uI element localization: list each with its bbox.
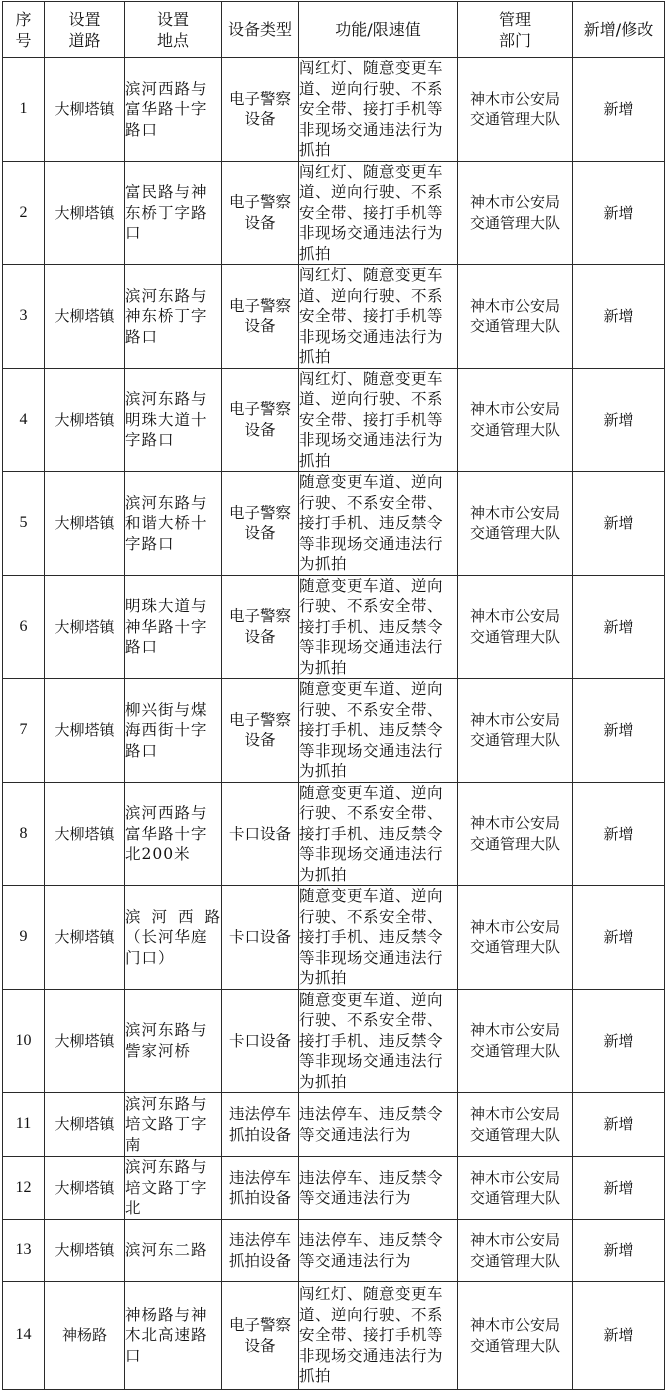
text-line: 滨河东路与 [125,1021,208,1040]
text-line: 字路口 [125,431,175,449]
text-line: 违法停车、违反禁令 [299,1231,444,1249]
cell-road: 大柳塔镇 [45,161,125,265]
cell-function [299,161,458,265]
text-line: 为抓拍 [299,865,348,884]
text-line: 交通管理大队 [469,1125,560,1144]
text-line: 等非现场交通违法行 [299,741,444,760]
cell-function [299,58,458,162]
text-line: 违法停车 [228,1168,291,1187]
text-line: 行驶、不系安全带、 [299,804,444,822]
text-line: 口 [125,1346,142,1365]
cell-department [458,886,573,990]
text-line: 柳兴街与煤 [125,700,208,719]
text-line: 安全带、接打手机等 [299,410,444,429]
text-line: 道路 [68,30,101,50]
text-line: 口 [125,224,142,242]
text-line: 路口 [125,638,159,656]
text-line: 安全带、接打手机等 [299,100,444,118]
text-line: 交通管理大队 [469,420,560,439]
text-line: 交通管理大队 [469,213,560,232]
cell-road: 大柳塔镇 [45,886,125,990]
text-line: 新增/修改 [583,20,654,39]
text-line: 违法停车、违反禁令 [299,1105,444,1123]
cell-department [458,989,573,1093]
text-line: （长河华庭 [125,928,208,946]
text-line: 号 [15,30,32,50]
cell-location [125,989,222,1093]
text-line: 海西街十字 [125,721,208,739]
text-line: 行驶、不系安全带、 [299,493,444,512]
cell-road: 大柳塔镇 [45,265,125,369]
text-line: 南 [125,1135,142,1154]
header-row [3,2,665,58]
text-line: 接打手机、违反禁令 [299,514,444,532]
text-line: 神木市公安局 [469,193,560,212]
text-line: 地点 [156,30,189,50]
cell-status: 新增 [573,472,665,576]
text-line: 神东桥丁字 [125,307,208,325]
cell-index: 14 [3,1282,45,1390]
cell-device-type [222,1093,299,1157]
text-line: 接打手机、违反禁令 [299,928,444,946]
header-function [299,2,458,58]
cell-location [125,1093,222,1157]
text-line: 道、逆向行驶、不系 [299,390,444,408]
text-line: 抓拍 [299,244,332,263]
text-line: 随意变更车道、逆向 [299,887,444,905]
cell-device-type [222,886,299,990]
header-index [3,2,45,58]
text-line: 非现场交通违法行为 [299,1346,444,1365]
cell-device-type [222,575,299,679]
text-line: 随意变更车道、逆向 [299,990,444,1009]
text-line: 交通管理大队 [469,1251,560,1270]
text-line: 交通管理大队 [469,731,560,750]
cell-location [125,1157,222,1220]
text-line: 等非现场交通违法行 [299,845,444,863]
text-line: 神杨路与神 [125,1305,208,1324]
cell-road: 大柳塔镇 [45,472,125,576]
cell-status: 新增 [573,782,665,886]
cell-index: 9 [3,886,45,990]
cell-index: 6 [3,575,45,679]
cell-status: 新增 [573,265,665,369]
cell-location [125,782,222,886]
text-line: 管理 [498,9,531,29]
text-line: 富民路与神 [125,183,208,201]
cell-status: 新增 [573,161,665,265]
cell-department [458,161,573,265]
text-line: 为抓拍 [299,658,348,677]
cell-department [458,1157,573,1220]
text-line: 神木市公安局 [469,89,560,108]
cell-index: 10 [3,989,45,1093]
text-line: 卡口设备 [228,1031,291,1050]
table-row [3,161,665,265]
text-line: 东桥丁字路 [125,203,208,222]
table-row [3,1157,665,1220]
text-line: 培文路丁字 [125,1178,208,1197]
text-line: 行驶、不系安全带、 [299,907,444,926]
text-line: 电子警察 [228,296,291,315]
cell-index: 5 [3,472,45,576]
cell-function [299,679,458,783]
text-line: 交通管理大队 [469,1041,560,1060]
cell-location [125,1282,222,1390]
text-line: 闯红灯、随意变更车 [299,162,444,181]
text-line: 交通管理大队 [469,524,560,543]
cell-index: 13 [3,1220,45,1282]
text-line: 设备 [244,420,276,439]
text-line: 行驶、不系安全带、 [299,1011,444,1029]
cell-location [125,368,222,472]
table-row [3,265,665,369]
table-row [3,679,665,783]
text-line: 设置 [156,9,189,29]
cell-device-type [222,1282,299,1390]
cell-road: 大柳塔镇 [45,1093,125,1157]
cell-function [299,1157,458,1220]
text-line: 设置 [68,9,101,29]
text-line: 等非现场交通违法行 [299,638,444,656]
text-line: 行驶、不系安全带、 [299,597,444,615]
cell-road: 神杨路 [45,1282,125,1390]
text-line: 滨河东路与 [125,1158,208,1177]
text-line: 神木市公安局 [469,1021,560,1040]
text-line: 神木市公安局 [469,503,560,522]
table-body [3,58,665,1390]
cell-department [458,782,573,886]
cell-device-type [222,679,299,783]
text-line: 道、逆向行驶、不系 [299,79,444,98]
cell-road: 大柳塔镇 [45,58,125,162]
text-line: 设备 [244,524,276,543]
text-line: 字路口 [125,534,175,553]
cell-status: 新增 [573,58,665,162]
text-line: 等交通违法行为 [299,1125,412,1144]
cell-location [125,472,222,576]
text-line: 交通管理大队 [469,834,560,853]
text-line: 神木市公安局 [469,814,560,833]
text-line: 抓拍 [299,451,332,470]
text-line: 神木市公安局 [469,607,560,626]
text-line: 电子警察 [228,503,291,522]
text-line: 抓拍设备 [228,1125,291,1144]
text-line: 违法停车、违反禁令 [299,1168,444,1187]
text-line: 非现场交通违法行为 [299,327,444,346]
cell-department [458,1282,573,1390]
text-line: 木北高速路 [125,1326,208,1345]
table-row [3,886,665,990]
text-line: 等交通违法行为 [299,1189,412,1207]
text-line: 滨河东路与 [125,1094,208,1113]
cell-device-type [222,265,299,369]
cell-department [458,575,573,679]
cell-index: 7 [3,679,45,783]
text-line: 富华路十字 [125,100,208,118]
table-row [3,1093,665,1157]
text-line: 神木市公安局 [469,917,560,936]
text-line: 违法停车 [228,1105,291,1123]
cell-department [458,472,573,576]
text-line: 违法停车 [228,1231,291,1249]
text-line: 安全带、接打手机等 [299,1326,444,1345]
text-line: 闯红灯、随意变更车 [299,266,444,284]
text-line: 交通管理大队 [469,627,560,646]
text-line: 随意变更车道、逆向 [299,473,444,491]
cell-index: 8 [3,782,45,886]
cell-function [299,265,458,369]
text-line: 部门 [498,30,531,50]
text-line: 电子警察 [228,710,291,729]
cell-device-type [222,1157,299,1220]
cell-status: 新增 [573,1093,665,1157]
cell-function [299,472,458,576]
text-line: 设备类型 [227,20,292,39]
text-line: 和谐大桥十 [125,514,208,532]
text-line: 为抓拍 [299,555,348,573]
text-line: 道、逆向行驶、不系 [299,1305,444,1324]
cell-road: 大柳塔镇 [45,1220,125,1282]
text-line: 抓拍设备 [228,1189,291,1207]
text-line: 等非现场交通违法行 [299,1052,444,1070]
text-line: 抓拍 [299,141,332,159]
table-row [3,782,665,886]
cell-road: 大柳塔镇 [45,989,125,1093]
text-line: 訾家河桥 [125,1041,192,1060]
text-line: 设备 [244,627,276,646]
text-line: 培文路丁字 [125,1115,208,1134]
cell-device-type [222,58,299,162]
text-line: 抓拍 [299,348,332,366]
cell-location [125,575,222,679]
table-row [3,1220,665,1282]
text-line: 电子警察 [228,89,291,108]
cell-road: 大柳塔镇 [45,1157,125,1220]
cell-device-type [222,472,299,576]
text-line: 滨河东路与 [125,493,208,512]
text-line: 滨河东路与 [125,286,208,305]
text-line: 神华路十字 [125,617,208,636]
text-line: 接打手机、违反禁令 [299,824,444,843]
text-line: 随意变更车道、逆向 [299,576,444,595]
text-line: 非现场交通违法行为 [299,224,444,242]
table-row [3,58,665,162]
text-line: 北200米 [125,845,191,863]
text-line: 为抓拍 [299,969,348,987]
text-line: 电子警察 [228,607,291,626]
cell-device-type [222,368,299,472]
header-road [45,2,125,58]
text-line: 抓拍设备 [228,1251,291,1270]
text-line: 功能/限速值 [335,20,421,39]
text-line: 神木市公安局 [469,710,560,729]
text-line: 交通管理大队 [469,938,560,957]
text-line: 电子警察 [228,400,291,419]
text-line: 序 [15,9,32,29]
header-department [458,2,573,58]
text-line: 滨河东路与 [125,390,208,408]
cell-status: 新增 [573,575,665,679]
text-line: 滨河西路与 [125,79,208,98]
text-line: 抓拍 [299,1367,332,1386]
text-line: 接打手机、违反禁令 [299,617,444,636]
text-line: 设备 [244,317,276,336]
cell-location [125,265,222,369]
text-line: 富华路十字 [125,824,208,843]
cell-status: 新增 [573,1157,665,1220]
table-row [3,1282,665,1390]
text-line: 闯红灯、随意变更车 [299,1285,444,1304]
header-device-type [222,2,299,58]
cell-road: 大柳塔镇 [45,782,125,886]
cell-device-type [222,989,299,1093]
text-line: 闯红灯、随意变更车 [299,59,444,77]
text-line: 电子警察 [228,193,291,212]
text-line: 随意变更车道、逆向 [299,783,444,802]
cell-department [458,1093,573,1157]
text-line: 行驶、不系安全带、 [299,700,444,719]
text-line: 安全带、接打手机等 [299,203,444,222]
cell-department [458,1220,573,1282]
table-row [3,472,665,576]
text-line: 交通管理大队 [469,110,560,129]
text-line: 北 [125,1199,142,1218]
cell-function [299,368,458,472]
cell-status: 新增 [573,989,665,1093]
cell-function [299,989,458,1093]
text-line: 神木市公安局 [469,1231,560,1249]
cell-status: 新增 [573,1282,665,1390]
text-line: 卡口设备 [228,824,291,843]
table-row [3,575,665,679]
text-line: 路口 [125,120,159,139]
text-line: 道、逆向行驶、不系 [299,183,444,201]
cell-device-type [222,782,299,886]
cell-function [299,1093,458,1157]
cell-index: 2 [3,161,45,265]
cell-function [299,575,458,679]
text-line: 为抓拍 [299,762,348,780]
text-line: 交通管理大队 [469,1336,560,1355]
cell-department [458,265,573,369]
text-line: 道、逆向行驶、不系 [299,286,444,305]
cell-index: 11 [3,1093,45,1157]
text-line: 神木市公安局 [469,1105,560,1123]
text-line: 交通管理大队 [469,317,560,336]
text-line: 随意变更车道、逆向 [299,680,444,698]
text-line: 滨河西路与 [125,804,208,822]
cell-road: 大柳塔镇 [45,575,125,679]
text-line: 设备 [244,213,276,232]
text-line: 等非现场交通违法行 [299,948,444,967]
cell-function [299,1282,458,1390]
cell-location [125,886,222,990]
text-line: 滨 河 西 路 [125,907,221,926]
cell-department [458,368,573,472]
text-line: 卡口设备 [228,928,291,946]
text-line: 接打手机、违反禁令 [299,1031,444,1050]
text-line: 神木市公安局 [469,296,560,315]
header-location [125,2,222,58]
cell-status: 新增 [573,679,665,783]
text-line: 电子警察 [228,1316,291,1334]
text-line: 门口） [125,948,175,967]
text-line: 明珠大道十 [125,410,208,429]
table-row [3,368,665,472]
header-status [573,2,665,58]
cell-status: 新增 [573,368,665,472]
text-line: 非现场交通违法行为 [299,431,444,449]
text-line: 安全带、接打手机等 [299,307,444,325]
text-line: 等交通违法行为 [299,1251,412,1270]
text-line: 滨河东二路 [125,1241,208,1260]
text-line: 设备 [244,1336,276,1355]
cell-function [299,886,458,990]
text-line: 为抓拍 [299,1072,348,1091]
text-line: 闯红灯、随意变更车 [299,369,444,388]
text-line: 交通管理大队 [469,1189,560,1207]
text-line: 神木市公安局 [469,1168,560,1187]
cell-function [299,782,458,886]
table-row [3,989,665,1093]
traffic-device-table [2,1,665,1390]
cell-device-type [222,161,299,265]
cell-location [125,58,222,162]
cell-location [125,161,222,265]
text-line: 设备 [244,110,276,129]
text-line: 路口 [125,741,159,760]
text-line: 路口 [125,327,159,346]
text-line: 神木市公安局 [469,400,560,419]
cell-road: 大柳塔镇 [45,679,125,783]
cell-location [125,1220,222,1282]
cell-index: 4 [3,368,45,472]
cell-device-type [222,1220,299,1282]
cell-status: 新增 [573,886,665,990]
text-line: 接打手机、违反禁令 [299,721,444,739]
text-line: 非现场交通违法行为 [299,120,444,139]
text-line: 明珠大道与 [125,597,208,615]
cell-location [125,679,222,783]
cell-road: 大柳塔镇 [45,368,125,472]
text-line: 神木市公安局 [469,1316,560,1334]
cell-status: 新增 [573,1220,665,1282]
cell-index: 3 [3,265,45,369]
cell-function [299,1220,458,1282]
cell-department [458,58,573,162]
cell-index: 1 [3,58,45,162]
text-line: 等非现场交通违法行 [299,534,444,553]
text-line: 设备 [244,731,276,750]
cell-department [458,679,573,783]
cell-index: 12 [3,1157,45,1220]
